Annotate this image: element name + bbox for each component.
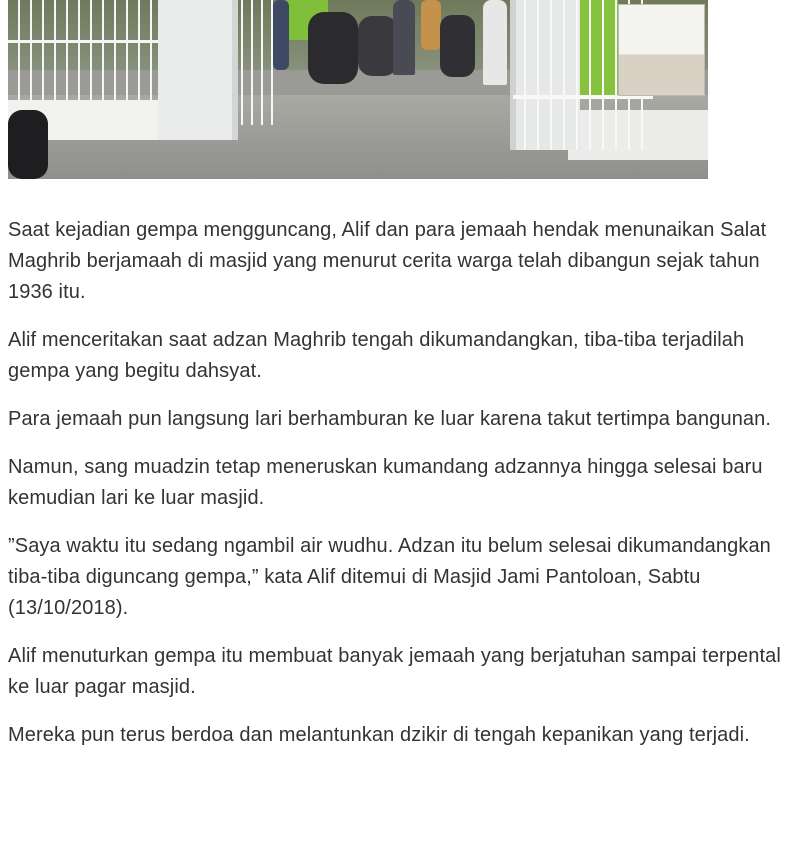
article-paragraph: Namun, sang muadzin tetap meneruskan kumandang adzannya hingga selesai baru kemudian lari ke luar masjid. [8, 456, 763, 509]
article-photo [8, 0, 708, 179]
article-paragraph: ”Saya waktu itu sedang ngambil air wudhu. Adzan itu belum selesai dikumandangkan tiba-tiba diguncang gempa,” kata Alif ditemui di Masjid Jami Pantoloan, Sabtu (13/10/2018). [8, 535, 771, 619]
photo-motorcycle [440, 15, 475, 77]
article-paragraph: Alif menuturkan gempa itu membuat banyak jemaah yang berjatuhan sampai terpental ke luar pagar masjid. [8, 645, 781, 698]
article-paragraph: Saat kejadian gempa mengguncang, Alif dan para jemaah hendak menunaikan Salat Maghrib berjamaah di masjid yang menurut cerita warga telah dibangun sejak tahun 1936 itu. [8, 219, 767, 303]
photo-person [421, 0, 441, 50]
photo-motorcycle [358, 16, 398, 76]
photo-iron-gate [233, 0, 278, 125]
article-paragraph: Alif menceritakan saat adzan Maghrib tengah dikumandangkan, tiba-tiba terjadilah gempa yang begitu dahsyat. [8, 329, 745, 382]
article-body [8, 215, 788, 768]
photo-gate-pillar [158, 0, 238, 140]
photo-person [393, 0, 415, 75]
article-paragraph: Para jemaah pun langsung lari berhamburan ke luar karena takut tertimpa bangunan. [8, 408, 772, 430]
photo-motorcycle [308, 12, 358, 84]
photo-banner [618, 4, 705, 96]
photo-person [483, 0, 507, 85]
article-paragraph: Mereka pun terus berdoa dan melantunkan dzikir di tengah kepanikan yang terjadi. [8, 724, 750, 746]
photo-motorcycle [8, 110, 48, 179]
photo-iron-gate [8, 0, 158, 100]
